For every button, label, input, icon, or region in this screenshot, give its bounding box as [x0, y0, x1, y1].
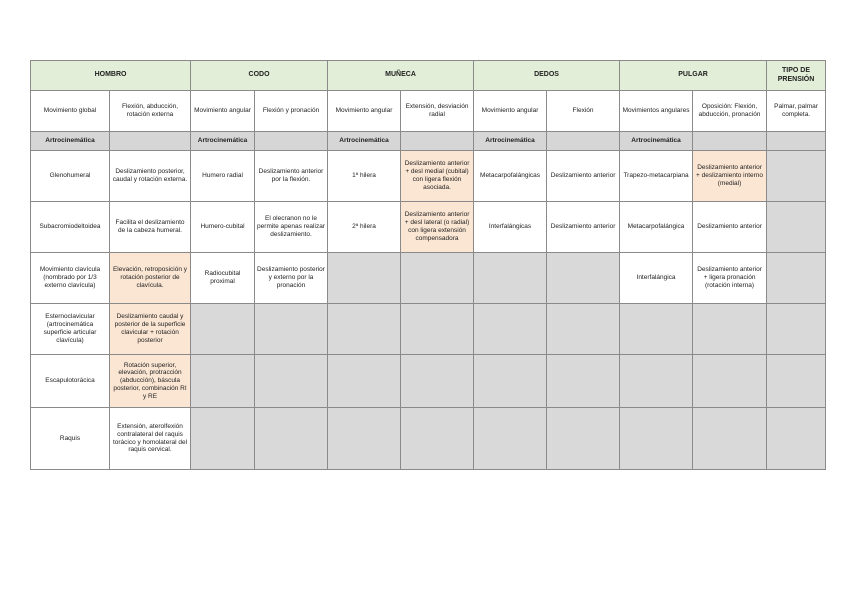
cell-empty	[191, 304, 255, 355]
header-dedos: DEDOS	[474, 61, 620, 91]
cell-empty	[547, 253, 620, 304]
cell-dedos-movement: Movimiento angular	[474, 91, 547, 132]
header-tipo-prension: TIPO DE PRENSIÓN	[767, 61, 826, 91]
cell-joint: Glenohumeral	[31, 151, 110, 202]
cell-empty	[620, 355, 693, 408]
cell-description: Facilita el deslizamiento de la cabeza humeral.	[110, 202, 191, 253]
cell-empty	[547, 355, 620, 408]
header-codo: CODO	[191, 61, 328, 91]
header-pulgar: PULGAR	[620, 61, 767, 91]
cell-empty	[474, 304, 547, 355]
cell-description: Rotación superior, elevación, protracción (abducción), báscula posterior, combinación RI y RE	[110, 355, 191, 408]
cell-description: Deslizamiento anterior + desl medial (cubital) con ligera flexión asociada.	[401, 151, 474, 202]
cell-empty	[693, 355, 767, 408]
joint-movement-table	[30, 60, 826, 470]
cell-empty	[328, 253, 401, 304]
cell-empty	[255, 304, 328, 355]
artro-dedos: Artrocinemática	[474, 132, 547, 151]
cell-empty	[401, 253, 474, 304]
cell-joint: 1ª hilera	[328, 151, 401, 202]
cell-empty	[474, 253, 547, 304]
cell-empty	[767, 253, 826, 304]
cell-tipo-prension: Palmar, palmar completa.	[767, 91, 826, 132]
cell-joint: Metacarpofalángicas	[474, 151, 547, 202]
artro-empty	[547, 132, 620, 151]
cell-empty	[401, 355, 474, 408]
artro-empty	[110, 132, 191, 151]
cell-joint: 2ª hilera	[328, 202, 401, 253]
cell-empty	[255, 355, 328, 408]
cell-description: Deslizamiento anterior por la flexión.	[255, 151, 328, 202]
cell-empty	[474, 355, 547, 408]
movement-row	[31, 91, 826, 132]
cell-muneca-movement-detail: Extensión, desviación radial	[401, 91, 474, 132]
cell-pulgar-movement: Movimientos angulares	[620, 91, 693, 132]
artro-codo: Artrocinemática	[191, 132, 255, 151]
artro-pulgar: Artrocinemática	[620, 132, 693, 151]
header-muneca: MUÑECA	[328, 61, 474, 91]
cell-description: Deslizamiento anterior	[547, 202, 620, 253]
cell-empty	[328, 408, 401, 470]
cell-description: Elevación, retroposición y rotación posterior de clavícula.	[110, 253, 191, 304]
table-row	[31, 304, 826, 355]
cell-empty	[693, 408, 767, 470]
cell-joint: Metacarpofalángica	[620, 202, 693, 253]
cell-joint: Movimiento clavícula (nombrado por 1/3 externo clavícula)	[31, 253, 110, 304]
cell-empty	[767, 304, 826, 355]
artro-empty	[255, 132, 328, 151]
cell-description: Deslizamiento anterior + deslizamiento interno (medial)	[693, 151, 767, 202]
cell-joint: Interfalángica	[620, 253, 693, 304]
cell-joint: Trapezo-metacarpiana	[620, 151, 693, 202]
artro-empty	[401, 132, 474, 151]
cell-empty	[255, 408, 328, 470]
cell-joint: Humero-cubital	[191, 202, 255, 253]
cell-empty	[767, 355, 826, 408]
cell-empty	[767, 151, 826, 202]
cell-joint: Escapulotorácica	[31, 355, 110, 408]
cell-empty	[401, 408, 474, 470]
cell-joint: Humero radial	[191, 151, 255, 202]
cell-description: Deslizamiento caudal y posterior de la superficie clavicular + rotación posterior	[110, 304, 191, 355]
cell-description: Deslizamiento posterior, caudal y rotación externa.	[110, 151, 191, 202]
cell-empty	[401, 304, 474, 355]
artro-hombro: Artrocinemática	[31, 132, 110, 151]
cell-empty	[328, 304, 401, 355]
cell-empty	[191, 408, 255, 470]
table-row	[31, 408, 826, 470]
cell-empty	[191, 355, 255, 408]
cell-empty	[767, 202, 826, 253]
cell-hombro-movement-detail: Flexión, abducción, rotación externa	[110, 91, 191, 132]
cell-codo-movement: Movimiento angular	[191, 91, 255, 132]
artrocinematica-row	[31, 132, 826, 151]
cell-joint: Radiocubital proximal	[191, 253, 255, 304]
cell-muneca-movement: Movimiento angular	[328, 91, 401, 132]
table-row	[31, 253, 826, 304]
cell-description: Deslizamiento anterior	[693, 202, 767, 253]
table-row	[31, 202, 826, 253]
table-row	[31, 355, 826, 408]
cell-description: Extensión, aterolfexión contralateral del raquis torácico y homolateral del raquis cervical.	[110, 408, 191, 470]
artro-muneca: Artrocinemática	[328, 132, 401, 151]
cell-dedos-movement-detail: Flexión	[547, 91, 620, 132]
cell-joint: Subacromiodeltoidea	[31, 202, 110, 253]
cell-empty	[474, 408, 547, 470]
cell-empty	[328, 355, 401, 408]
cell-description: Deslizamiento posterior y externo por la pronación	[255, 253, 328, 304]
cell-joint: Esternoclavicular (artrocinemática superficie articular clavícula)	[31, 304, 110, 355]
table-row	[31, 151, 826, 202]
cell-joint: Interfalángicas	[474, 202, 547, 253]
artro-empty	[693, 132, 767, 151]
cell-empty	[620, 408, 693, 470]
cell-description: El olecranon no le permite apenas realizar deslizamiento.	[255, 202, 328, 253]
cell-description: Deslizamiento anterior + ligera pronación (rotación interna)	[693, 253, 767, 304]
cell-pulgar-movement-detail: Oposición: Flexión, abducción, pronación	[693, 91, 767, 132]
cell-codo-movement-detail: Flexión y pronación	[255, 91, 328, 132]
cell-description: Deslizamiento anterior	[547, 151, 620, 202]
header-hombro: HOMBRO	[31, 61, 191, 91]
cell-empty	[620, 304, 693, 355]
cell-hombro-movement: Movimiento global	[31, 91, 110, 132]
cell-empty	[547, 304, 620, 355]
cell-empty	[693, 304, 767, 355]
artro-empty	[767, 132, 826, 151]
cell-joint: Raquis	[31, 408, 110, 470]
header-row	[31, 61, 826, 91]
cell-empty	[767, 408, 826, 470]
cell-empty	[547, 408, 620, 470]
cell-description: Deslizamiento anterior + desl lateral (o radial) con ligera extensión compensadora	[401, 202, 474, 253]
